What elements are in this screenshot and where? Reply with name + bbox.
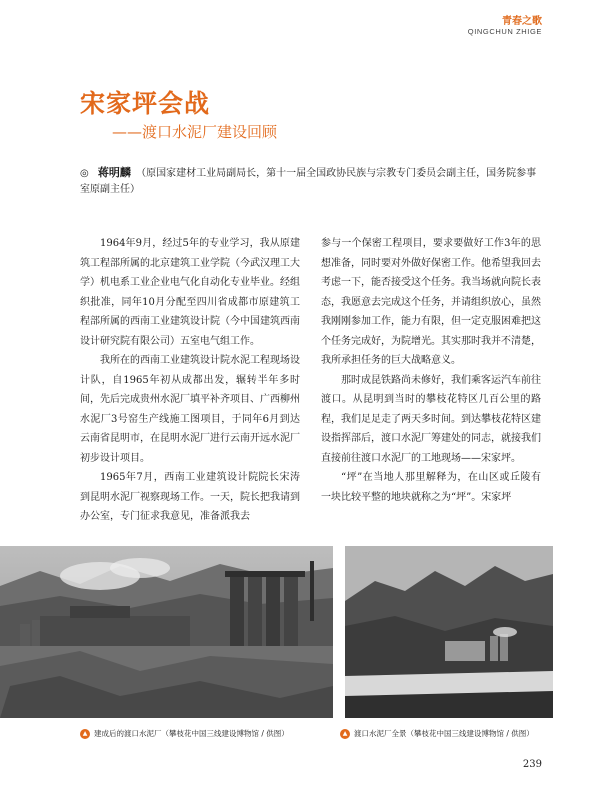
- paragraph: 1964年9月，经过5年的专业学习，我从原建筑工程部所属的北京建筑工业学院（今武汉理工大学）机电系工业企业电气化自动化专业毕业。经组织批准，同年10月分配至四川省成都市原建筑工程部所属的西南工业建筑设计院（今中国建筑西南设计研究院有限公司）五室电气组工作。: [80, 238, 300, 347]
- paragraph: 1965年7月，西南工业建筑设计院院长宋涛到昆明水泥厂视察现场工作。一天，院长把我请到办公室，专门征求我意见，准备派我去: [80, 472, 300, 522]
- photo-panorama: [345, 546, 553, 718]
- article-subtitle: ——渡口水泥厂建设回顾: [112, 123, 278, 141]
- caption-marker-icon: ▲: [340, 729, 350, 739]
- caption-left: [80, 728, 289, 739]
- paragraph: 那时成昆铁路尚未修好，我们乘客运汽车前往渡口。从昆明到当时的攀枝花特区几百公里的路程，我们足足走了两天多时间。到达攀枝花特区建设指挥部后，渡口水泥厂筹建处的同志，就接我们直接前往渡口水泥厂的工地现场——宋家坪。: [321, 374, 541, 464]
- factory-photo-illustration: [0, 546, 333, 718]
- paragraph: 参与一个保密工程项目，要求要做好工作3年的思想准备，同时要对外做好保密工作。他希望我回去考虑一下，能否接受这个任务。我当场就向院长表态，我愿意去完成这个任务，并请组织放心，虽然我刚刚参加工作，能力有限，但一定克服困难把这个任务完成好，为院增光。其实那时我并不清楚，我所承担任务的巨大战略意义。: [321, 238, 541, 366]
- author-name: 蒋明麟: [97, 166, 131, 179]
- caption-right: [340, 728, 534, 739]
- author-bio: （原国家建材工业局副局长，第十一届全国政协民族与宗教专门委员会副主任，国务院参事室原副主任）: [80, 168, 537, 195]
- caption-text: 建成后的渡口水泥厂（攀枝花中国三线建设博物馆 / 供图）: [94, 729, 289, 738]
- photo-factory: [0, 546, 333, 718]
- author-mark: ◎: [80, 168, 89, 179]
- right-column: [321, 234, 541, 507]
- paragraph: 我所在的西南工业建筑设计院水泥工程现场设计队，自1965年初从成都出发，辗转半年多时间，先后完成贵州水泥厂填平补齐项目、广西柳州水泥厂3号窑生产线施工图项目，于同年6月到达云南省昆明市，在昆明水泥厂进行云南开远水泥厂初步设计项目。: [80, 355, 300, 464]
- section-pinyin: QINGCHUN ZHIGE: [467, 27, 542, 36]
- section-title: 青春之歌: [502, 16, 542, 27]
- left-column: [80, 234, 300, 527]
- author-line: [80, 165, 540, 198]
- caption-text: 渡口水泥厂全景（攀枝花中国三线建设博物馆 / 供图）: [354, 729, 534, 738]
- panorama-photo-illustration: [345, 546, 553, 718]
- article-title: 宋家坪会战: [80, 89, 211, 118]
- paragraph: “坪”在当地人那里解释为，在山区或丘陵有一块比较平整的地块就称之为“坪”。宋家坪: [321, 472, 541, 503]
- caption-marker-icon: ▲: [80, 729, 90, 739]
- page-number: 239: [522, 759, 542, 770]
